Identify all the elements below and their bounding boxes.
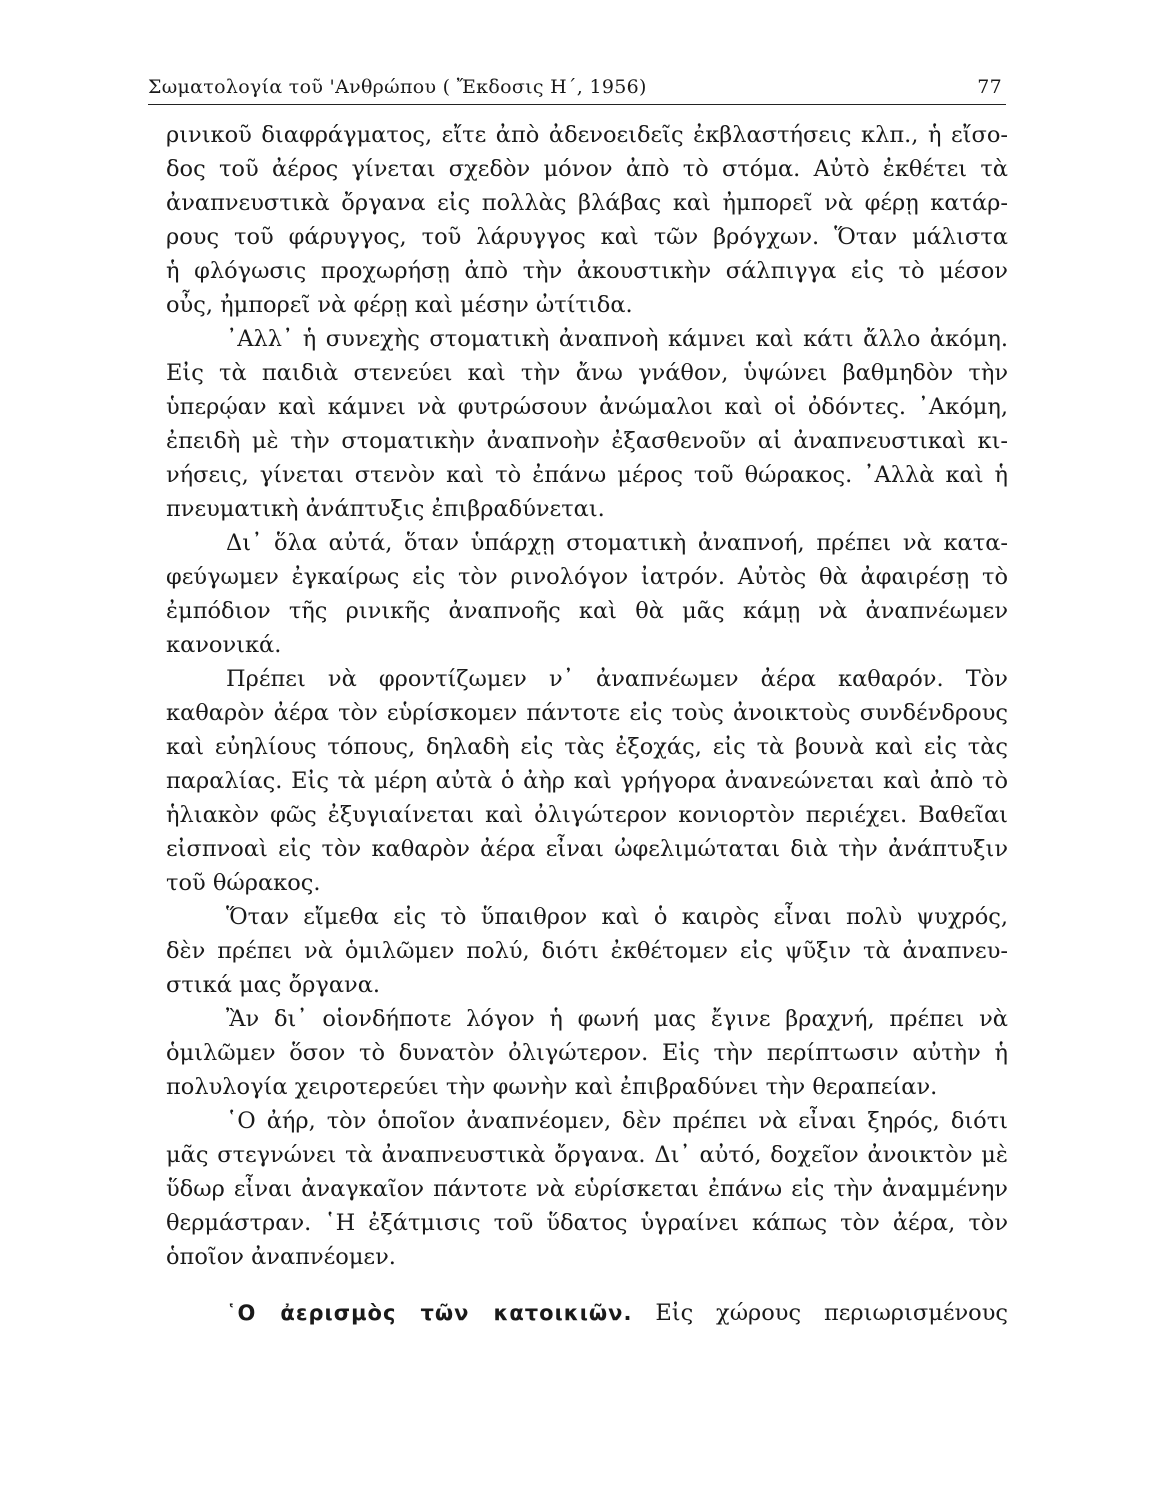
text-line: παραλίας. Εἰς τὰ μέρη αὐτὰ ὁ ἀὴρ καὶ γρήγορα ἀνανεώνεται καὶ ἀπὸ τὸ — [166, 768, 1008, 794]
text-line: θερμάστραν. ῾Η ἐξάτμισις τοῦ ὕδατος ὑγραίνει κάπως τὸν ἀέρα, τὸν — [166, 1210, 1008, 1236]
text-line: οὖς, ἠμπορεῖ νὰ φέρῃ καὶ μέσην ὠτίτιδα. — [166, 292, 633, 318]
section-heading: ῾Ο ἀερισμὸς τῶν κατοικιῶν. — [226, 1301, 633, 1325]
page-number: 77 — [977, 76, 1002, 98]
text-line: Δι᾿ ὅλα αὐτά, ὅταν ὑπάρχῃ στοματικὴ ἀναπνοή, πρέπει νὰ κατα- — [226, 530, 1008, 556]
text-line: καθαρὸν ἀέρα τὸν εὑρίσκομεν πάντοτε εἰς τοὺς ἀνοικτοὺς συνδένδρους — [166, 700, 1008, 726]
running-header — [148, 74, 1006, 105]
text-line: ἐμπόδιον τῆς ρινικῆς ἀναπνοῆς καὶ θὰ μᾶς κάμῃ νὰ ἀναπνέωμεν — [166, 598, 1008, 624]
text-line: ὑπερῴαν καὶ κάμνει νὰ φυτρώσουν ἀνώμαλοι καὶ οἱ ὀδόντες. ᾿Ακόμη, — [166, 394, 1008, 420]
section-heading-line — [166, 1296, 1008, 1330]
text-line: ὕδωρ εἶναι ἀναγκαῖον πάντοτε νὰ εὑρίσκεται ἐπάνω εἰς τὴν ἀναμμένην — [166, 1176, 1008, 1202]
text-line: πνευματικὴ ἀνάπτυξις ἐπιβραδύνεται. — [166, 496, 605, 522]
text-line: ἡλιακὸν φῶς ἐξυγιαίνεται καὶ ὀλιγώτερον κονιορτὸν περιέχει. Βαθεῖαι — [166, 802, 1008, 828]
text-line: ρινικοῦ διαφράγματος, εἴτε ἀπὸ ἀδενοειδεῖς ἐκβλαστήσεις κλπ., ἡ εἴσο- — [166, 122, 1008, 148]
section-spacer — [166, 1274, 1008, 1296]
text-line: ἡ φλόγωσις προχωρήσῃ ἀπὸ τὴν ἀκουστικὴν σάλπιγγα εἰς τὸ μέσον — [166, 258, 1008, 284]
text-line: ρους τοῦ φάρυγγος, τοῦ λάρυγγος καὶ τῶν βρόγχων. Ὅταν μάλιστα — [166, 224, 1008, 250]
text-line: καὶ εὐηλίους τόπους, δηλαδὴ εἰς τὰς ἐξοχάς, εἰς τὰ βουνὰ καὶ εἰς τὰς — [166, 734, 1008, 760]
running-title: Σωματολογία τοῦ 'Ανθρώπου ( Ἔκδοσις Η΄, 1956) — [148, 76, 647, 98]
text-line: νήσεις, γίνεται στενὸν καὶ τὸ ἐπάνω μέρος τοῦ θώρακος. ᾿Αλλὰ καὶ ἡ — [166, 462, 1008, 488]
text-line: ᾿Αλλ᾿ ἡ συνεχὴς στοματικὴ ἀναπνοὴ κάμνει καὶ κάτι ἄλλο ἀκόμη. — [226, 326, 1008, 352]
text-line: ἐπειδὴ μὲ τὴν στοματικὴν ἀναπνοὴν ἐξασθενοῦν αἱ ἀναπνευστικαὶ κι- — [166, 428, 1008, 454]
text-line: δος τοῦ ἀέρος γίνεται σχεδὸν μόνον ἀπὸ τὸ στόμα. Αὐτὸ ἐκθέτει τὰ — [166, 156, 1008, 182]
text-line: ὁμιλῶμεν ὅσον τὸ δυνατὸν ὀλιγώτερον. Εἰς τὴν περίπτωσιν αὐτὴν ἡ — [166, 1040, 1008, 1066]
text-line: κανονικά. — [166, 632, 282, 658]
text-line: Ὅταν εἴμεθα εἰς τὸ ὕπαιθρον καὶ ὁ καιρὸς εἶναι πολὺ ψυχρός, — [226, 904, 1008, 930]
text-line: ῾Ο ἀήρ, τὸν ὁποῖον ἀναπνέομεν, δὲν πρέπει νὰ εἶναι ξηρός, διότι — [226, 1108, 1008, 1134]
text-line: τοῦ θώρακος. — [166, 870, 321, 896]
text-line: Ἂν δι᾿ οἱονδήποτε λόγον ἡ φωνή μας ἔγινε βραχνή, πρέπει νὰ — [226, 1006, 1008, 1032]
body-text — [166, 118, 1008, 1330]
text-line: Πρέπει νὰ φροντίζωμεν ν᾿ ἀναπνέωμεν ἀέρα καθαρόν. Τὸν — [226, 666, 1008, 692]
text-line: ὁποῖον ἀναπνέομεν. — [166, 1244, 396, 1270]
text-line: Εἰς τὰ παιδιὰ στενεύει καὶ τὴν ἄνω γνάθον, ὑψώνει βαθμηδὸν τὴν — [166, 360, 1008, 386]
text-line: στικά μας ὄργανα. — [166, 972, 381, 998]
text-line: φεύγωμεν ἐγκαίρως εἰς τὸν ρινολόγον ἰατρόν. Αὐτὸς θὰ ἀφαιρέσῃ τὸ — [166, 564, 1008, 590]
text-line: μᾶς στεγνώνει τὰ ἀναπνευστικὰ ὄργανα. Δι᾿ αὐτό, δοχεῖον ἀνοικτὸν μὲ — [166, 1142, 1008, 1168]
text-line: εἰσπνοαὶ εἰς τὸν καθαρὸν ἀέρα εἶναι ὠφελιμώταται διὰ τὴν ἀνάπτυξιν — [166, 836, 1008, 862]
section-continuation: Εἰς χώρους περιωρισμένους — [655, 1300, 1008, 1326]
text-line: πολυλογία χειροτερεύει τὴν φωνὴν καὶ ἐπιβραδύνει τὴν θεραπείαν. — [166, 1074, 938, 1100]
text-line: ἀναπνευστικὰ ὄργανα εἰς πολλὰς βλάβας καὶ ἠμπορεῖ νὰ φέρῃ κατάρ- — [166, 190, 1008, 216]
text-line: δὲν πρέπει νὰ ὁμιλῶμεν πολύ, διότι ἐκθέτομεν εἰς ψῦξιν τὰ ἀναπνευ- — [166, 938, 1008, 964]
